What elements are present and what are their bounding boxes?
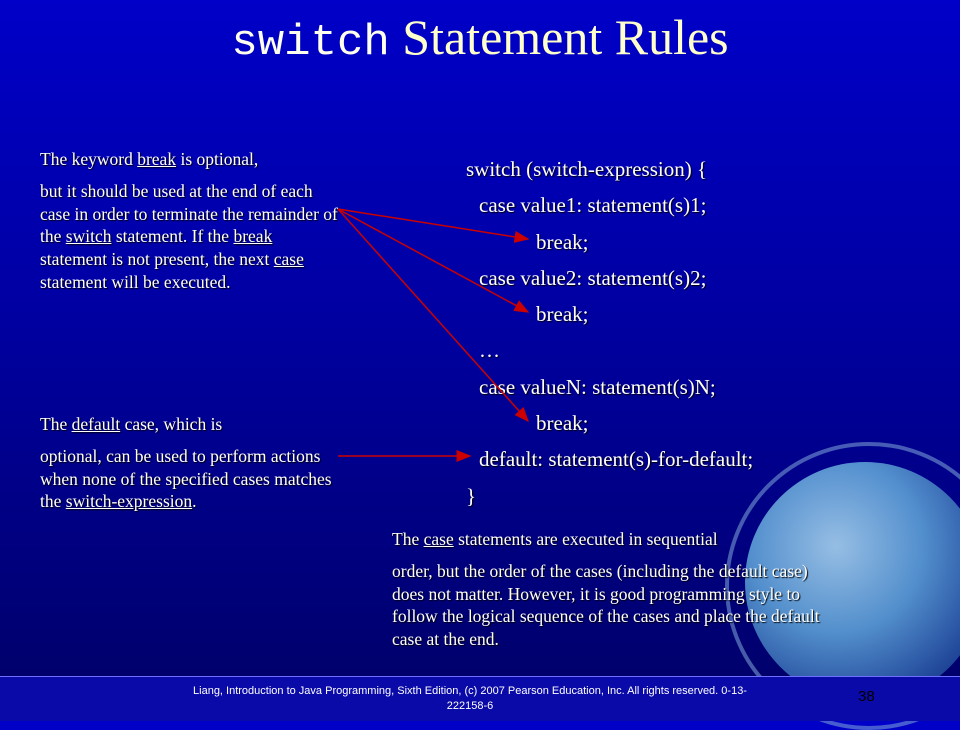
code-line-case-1: case value1: statement(s)1;	[479, 193, 707, 218]
code-line-break-2: break;	[536, 302, 589, 327]
footer-citation: Liang, Introduction to Java Programming, Sixth Edition, (c) 2007 Pearson Education, Inc. All rights reserved. 0-13-222158-6	[193, 685, 747, 712]
keyword-switch: switch	[65, 226, 112, 247]
keyword-case: case	[423, 529, 454, 549]
break-note-first-line: The keyword break is optional,	[40, 149, 259, 169]
title-keyword: switch	[231, 18, 390, 68]
page-number: 38	[858, 688, 875, 705]
keyword-break: break	[137, 149, 177, 169]
code-line-break-n: break;	[536, 411, 589, 436]
code-line-default: default: statement(s)-for-default;	[479, 447, 754, 472]
code-line-case-2: case value2: statement(s)2;	[479, 265, 707, 290]
default-note: The default case, which is optional, can be used to perform actions when none of the specified cases matches the switch-expression.	[40, 413, 340, 513]
keyword-break: break	[233, 226, 273, 247]
break-note: The keyword break is optional, but it should be used at the end of each case in order to terminate the remainder of the switch statement. If the break statement is not present, the next case statement will be executed.	[40, 148, 340, 294]
default-note-first-line: The default case, which is	[40, 414, 223, 434]
code-line-ellipsis: …	[479, 338, 500, 363]
arrow-to-break-n	[338, 209, 528, 421]
case-order-note-first-line: The case statements are executed in sequential	[392, 529, 718, 549]
code-line-case-n: case valueN: statement(s)N;	[479, 374, 716, 399]
keyword-switch-expression: switch-expression	[65, 491, 193, 512]
keyword-default: default	[71, 414, 121, 434]
code-line-break-1: break;	[536, 229, 589, 254]
title-text: Statement Rules	[402, 9, 729, 65]
code-line-close-brace: }	[466, 483, 477, 508]
case-order-note: The case statements are executed in sequential order, but the order of the cases (including the default case) does not matter. However, it is good programming style to follow the logical sequence of the cases and place the default case at the end.	[392, 528, 822, 651]
keyword-case: case	[273, 249, 304, 269]
code-line-switch: switch (switch-expression) {	[466, 157, 708, 181]
